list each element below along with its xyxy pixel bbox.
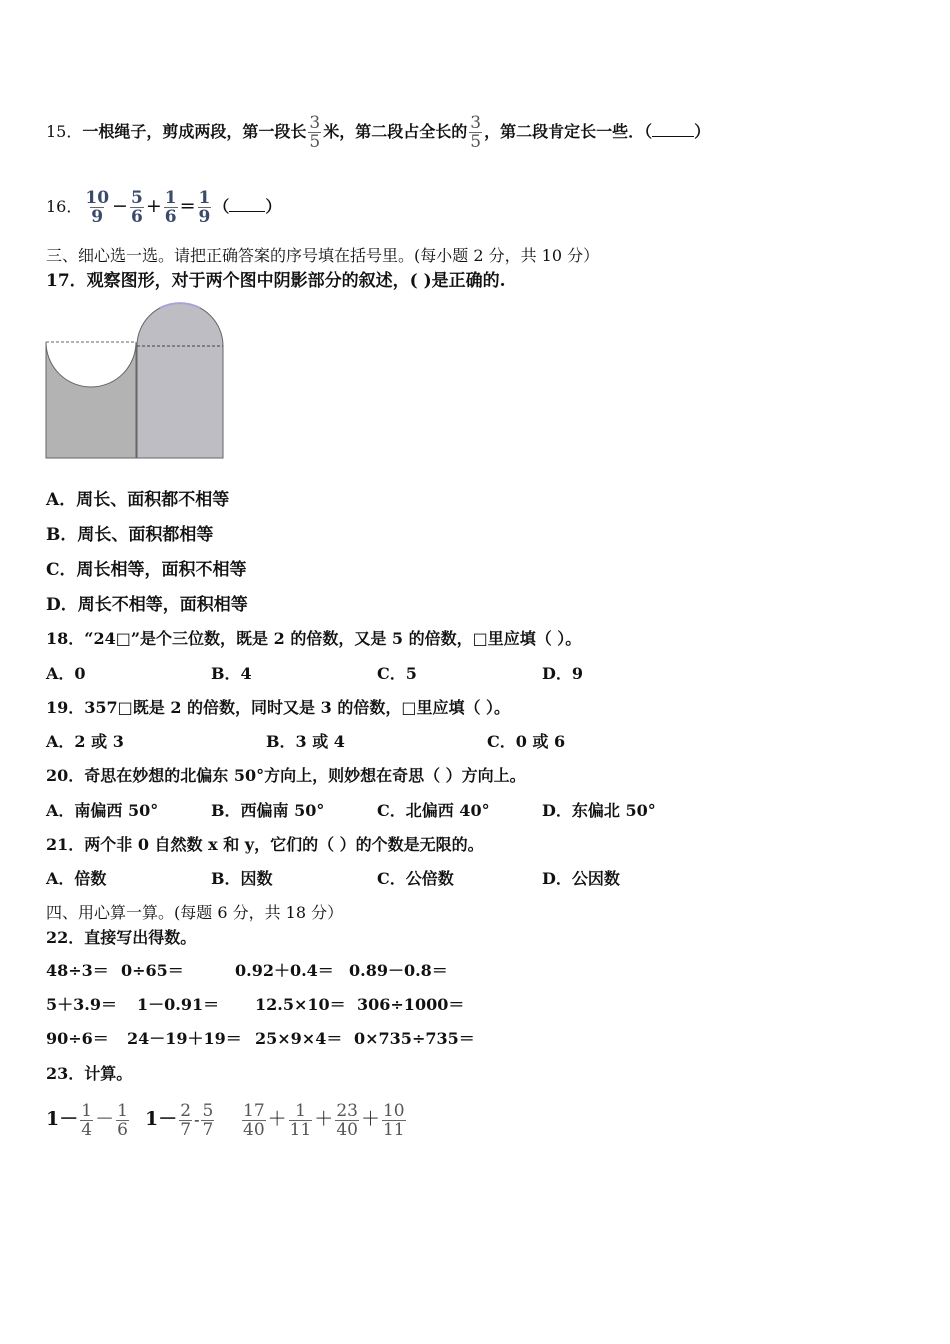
paren: ） <box>694 122 711 141</box>
denominator: 40 <box>336 1120 358 1140</box>
operator: = <box>179 195 196 217</box>
fraction <box>242 1102 266 1139</box>
expr-lead: 1－ <box>46 1108 79 1130</box>
option-d[interactable]: D．公因数 <box>542 869 620 888</box>
question-19: 19．357□既是 2 的倍数，同时又是 3 的倍数，□里应填（ ）。 <box>46 698 511 717</box>
denominator: 6 <box>130 207 143 227</box>
option-b[interactable]: B．西偏南 50° <box>211 801 325 820</box>
question-text: ，第二段肯定长一些．（ <box>484 122 653 141</box>
option-a[interactable]: A．南偏西 50° <box>46 801 159 820</box>
denominator: 6 <box>164 207 177 227</box>
option-c[interactable]: C．5 <box>377 664 417 683</box>
fraction <box>84 189 110 226</box>
question-23: 23．计算。 <box>46 1064 133 1083</box>
fraction <box>198 189 212 226</box>
shaded-figure <box>40 298 230 464</box>
option-b[interactable]: B．周长、面积都相等 <box>46 525 214 545</box>
operator: − <box>112 195 128 217</box>
operator: ＋ <box>267 1108 287 1130</box>
denominator: 5 <box>309 132 321 152</box>
denominator: 4 <box>81 1120 93 1140</box>
calc-item: 0.92＋0.4＝ <box>235 961 334 980</box>
question-number: 15． <box>46 122 83 141</box>
left-shaded-shape <box>46 342 136 458</box>
numerator: 1 <box>295 1101 306 1121</box>
option-b[interactable]: B．因数 <box>211 869 273 888</box>
denominator: 11 <box>289 1120 312 1140</box>
fraction <box>469 114 482 151</box>
fraction <box>289 1102 313 1139</box>
operator: ＋ <box>314 1108 334 1130</box>
denominator: 9 <box>91 207 104 227</box>
calc-item: 306÷1000＝ <box>357 995 465 1014</box>
option-d[interactable]: D．周长不相等，面积相等 <box>46 595 248 615</box>
fraction <box>130 189 144 226</box>
question-number: 16． <box>46 197 83 216</box>
fraction <box>308 114 321 151</box>
paren: ） <box>265 197 282 216</box>
question-21: 21．两个非 0 自然数 x 和 y，它们的（ ）的个数是无限的。 <box>46 835 484 854</box>
operator: - <box>194 1110 200 1129</box>
calc-item: 25×9×4＝ <box>255 1029 343 1048</box>
calc-item: 0÷65＝ <box>121 961 184 980</box>
calc-item: 0.89－0.8＝ <box>349 961 448 980</box>
expr-lead: 1－ <box>145 1108 178 1130</box>
fraction <box>201 1102 214 1139</box>
answer-blank[interactable] <box>229 197 265 212</box>
numerator: 10 <box>85 188 110 208</box>
denominator: 7 <box>202 1120 214 1140</box>
numerator: 1 <box>117 1101 128 1121</box>
numerator: 2 <box>180 1101 192 1121</box>
option-b[interactable]: B．4 <box>211 664 252 683</box>
expression-3 <box>240 1094 408 1145</box>
paren: （ <box>213 197 230 216</box>
calc-item: 5＋3.9＝ <box>46 995 117 1014</box>
operator: + <box>145 195 162 217</box>
question-20: 20．奇思在妙想的北偏东 50°方向上，则妙想在奇思（ ）方向上。 <box>46 766 526 785</box>
numerator: 10 <box>382 1101 405 1121</box>
option-c[interactable]: C．公倍数 <box>377 869 454 888</box>
option-c[interactable]: C．北偏西 40° <box>377 801 490 820</box>
numerator: 3 <box>470 113 482 133</box>
fraction <box>80 1102 93 1139</box>
question-16 <box>46 186 281 227</box>
answer-blank[interactable] <box>652 122 694 137</box>
question-15 <box>46 112 710 152</box>
question-text: 一根绳子，剪成两段，第一段长 <box>82 122 307 141</box>
denominator: 7 <box>180 1120 192 1140</box>
numerator: 5 <box>202 1101 214 1121</box>
fraction <box>179 1102 192 1139</box>
denominator: 6 <box>117 1120 128 1140</box>
fraction <box>116 1102 129 1139</box>
fraction <box>335 1102 359 1139</box>
option-a[interactable]: A．2 或 3 <box>46 732 124 751</box>
option-c[interactable]: C．0 或 6 <box>487 732 566 751</box>
numerator: 5 <box>130 188 143 208</box>
option-d[interactable]: D．东偏北 50° <box>542 801 656 820</box>
question-18: 18．“24□”是个三位数，既是 2 的倍数，又是 5 的倍数，□里应填（ ）。 <box>46 629 582 648</box>
operator: ＋ <box>360 1108 380 1130</box>
numerator: 17 <box>243 1101 265 1121</box>
numerator: 1 <box>81 1101 93 1121</box>
denominator: 5 <box>470 132 482 152</box>
right-shaded-shape <box>137 303 223 458</box>
section-heading: 三、细心选一选。请把正确答案的序号填在括号里。(每小题 2 分，共 10 分） <box>46 246 600 265</box>
option-b[interactable]: B．3 或 4 <box>266 732 345 751</box>
operator: － <box>95 1108 115 1130</box>
question-17: 17．观察图形，对于两个图中阴影部分的叙述，( )是正确的. <box>46 271 506 291</box>
fraction <box>382 1102 406 1139</box>
question-text: 米，第二段占全长的 <box>323 122 468 141</box>
expression-2 <box>145 1094 216 1145</box>
option-a[interactable]: A．0 <box>46 664 86 683</box>
denominator: 9 <box>198 207 211 227</box>
numerator: 1 <box>164 188 177 208</box>
calc-item: 1－0.91＝ <box>137 995 220 1014</box>
option-c[interactable]: C．周长相等，面积不相等 <box>46 560 247 580</box>
denominator: 11 <box>382 1120 405 1140</box>
expression-1 <box>46 1094 131 1145</box>
numerator: 1 <box>198 188 211 208</box>
fraction <box>164 189 178 226</box>
denominator: 40 <box>243 1120 265 1140</box>
calc-item: 90÷6＝ <box>46 1029 109 1048</box>
calc-item: 24－19＋19＝ <box>127 1029 242 1048</box>
calc-item: 12.5×10＝ <box>255 995 346 1014</box>
option-a[interactable]: A．周长、面积都不相等 <box>46 490 230 510</box>
question-22: 22．直接写出得数。 <box>46 928 197 947</box>
section-heading: 四、用心算一算。(每题 6 分，共 18 分） <box>46 903 344 922</box>
numerator: 23 <box>336 1101 358 1121</box>
calc-item: 0×735÷735＝ <box>354 1029 475 1048</box>
option-a[interactable]: A．倍数 <box>46 869 107 888</box>
calc-item: 48÷3＝ <box>46 961 109 980</box>
numerator: 3 <box>309 113 321 133</box>
option-d[interactable]: D．9 <box>542 664 584 683</box>
